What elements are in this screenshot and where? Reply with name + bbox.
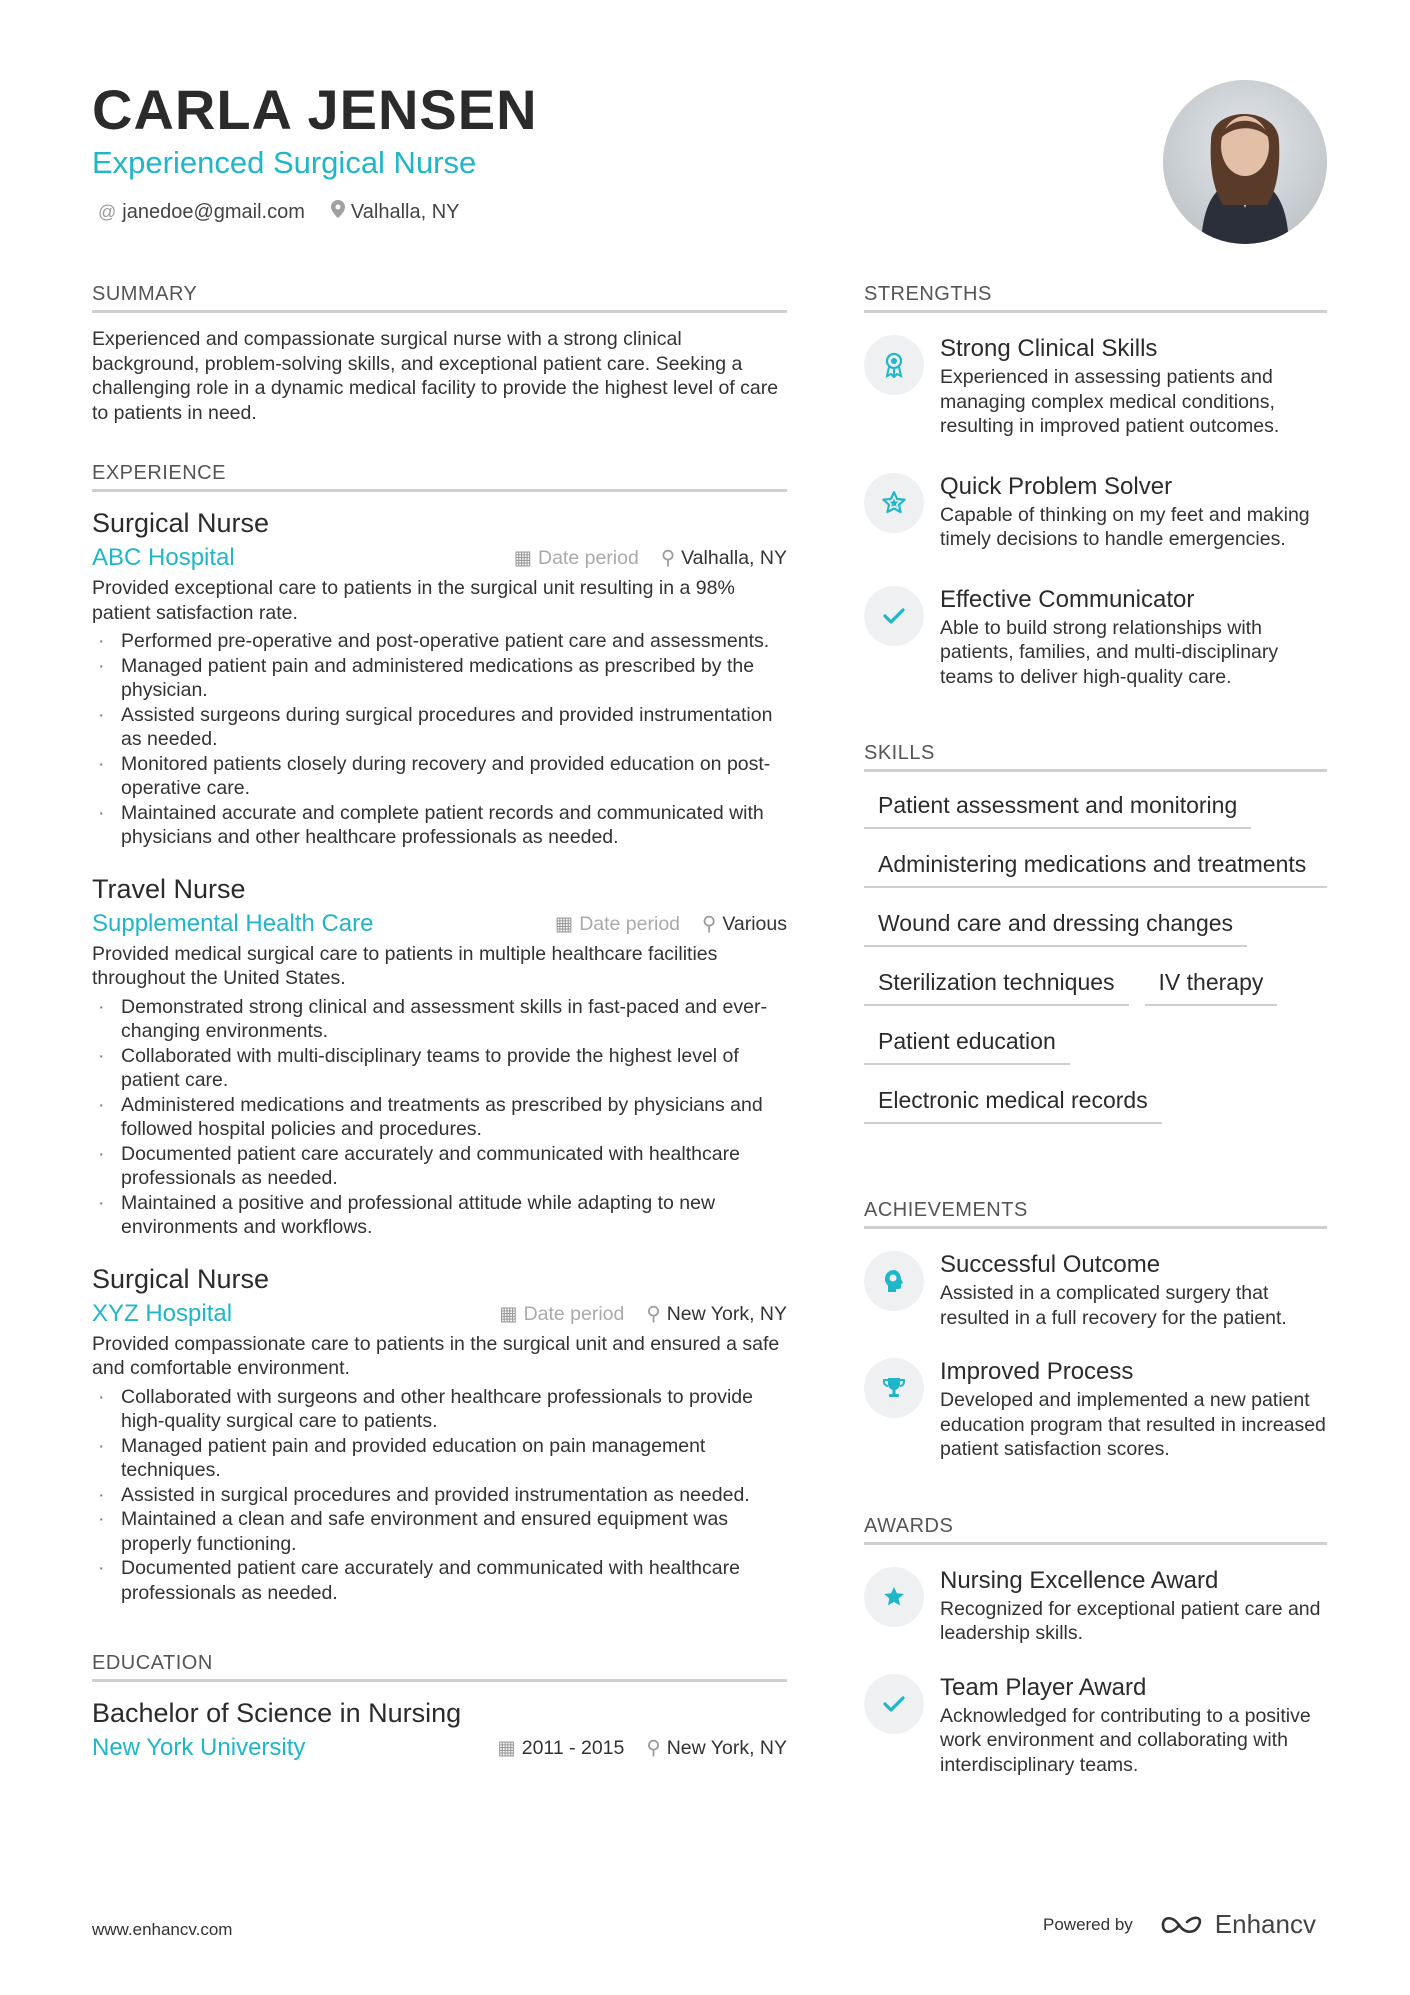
award-title: Nursing Excellence Award (940, 1566, 1219, 1594)
bullet-item: · Collaborated with multi-disciplinary teams to provide the highest level of patient care. (92, 1044, 787, 1093)
education-location: New York, NY (666, 1737, 787, 1759)
job-date: Date period (579, 912, 681, 935)
education-date: 2011 - 2015 (521, 1737, 625, 1759)
bullet-item: · Assisted surgeons during surgical procedures and provided instrumentation as needed. (92, 703, 787, 752)
job-date: Date period (538, 547, 639, 569)
strength-desc: Experienced in assessing patients and managing complex medical conditions, resulting in improved patient outcomes. (940, 366, 1280, 437)
map-pin-icon (331, 198, 345, 226)
job-title: Travel Nurse (92, 873, 246, 904)
footer-website[interactable]: www.enhancv.com (92, 1920, 233, 1939)
strength-item (864, 584, 1327, 690)
skills-list (864, 786, 1327, 1124)
job-title: Surgical Nurse (92, 1263, 270, 1294)
skill-tag: IV therapy (1145, 963, 1278, 1006)
bullet-item: · Performed pre-operative and post-operative patient care and assessments. (92, 629, 787, 654)
left-column (92, 280, 787, 1766)
brand-name: Enhancv (1214, 1909, 1316, 1939)
strength-title: Strong Clinical Skills (940, 335, 1158, 362)
calendar-icon: ▦ (554, 912, 574, 935)
job-description: Provided exceptional care to patients in the surgical unit resulting in a 98% patient satisfaction rate. (92, 577, 735, 624)
award-title: Team Player Award (940, 1673, 1147, 1701)
enhancv-logo-icon (1159, 1912, 1205, 1938)
job-date: Date period (523, 1302, 625, 1325)
star-outline-icon (864, 473, 924, 533)
email-text: janedoe@gmail.com (122, 201, 305, 223)
map-pin-icon: ⚲ (660, 547, 676, 569)
candidate-title: Experienced Surgical Nurse (92, 145, 477, 180)
award-item (864, 1672, 1327, 1778)
job-bullets (92, 629, 787, 850)
job-bullets (92, 1385, 787, 1606)
skill-tag: Patient assessment and monitoring (864, 786, 1251, 829)
strength-item (864, 333, 1327, 439)
award-desc: Acknowledged for contributing to a positive work environment and collaborating with interdisciplinary teams. (940, 1704, 1311, 1776)
bullet-item: · Documented patient care accurately and communicated with healthcare professionals as needed. (92, 1142, 787, 1191)
achievement-title: Improved Process (940, 1358, 1134, 1385)
footer-branding (1043, 1909, 1316, 1940)
email-item[interactable] (98, 198, 305, 226)
achievement-desc: Assisted in a complicated surgery that resulted in a full recovery for the patient. (940, 1282, 1287, 1329)
skill-tag: Electronic medical records (864, 1081, 1162, 1124)
calendar-icon: ▦ (497, 1737, 516, 1759)
powered-by-label: Powered by (1043, 1914, 1133, 1934)
education-entry (92, 1696, 787, 1766)
bullet-item: · Collaborated with surgeons and other healthcare professionals to provide high-quality surgical care to patients. (92, 1385, 787, 1434)
bullet-item: · Administered medications and treatments as prescribed by physicians and followed hospital policies and procedures. (92, 1093, 787, 1142)
star-icon (864, 1567, 924, 1627)
job-meta (514, 546, 787, 570)
job-entry (92, 872, 787, 1240)
calendar-icon: ▦ (513, 547, 532, 569)
check-icon (864, 586, 924, 646)
job-location: Valhalla, NY (681, 547, 787, 569)
company-name[interactable]: ABC Hospital (92, 544, 235, 571)
summary-text: Experienced and compassionate surgical nurse with a strong clinical background, problem-solving skills, and exceptional patient care. Seeking a challenging role in a dynamic medical facility to provide the highest level of care to patients in need. (92, 328, 779, 424)
summary-heading: SUMMARY (92, 280, 787, 313)
strength-desc: Capable of thinking on my feet and making timely decisions to handle emergencies. (940, 503, 1310, 550)
location-item (331, 198, 460, 226)
awards-heading: AWARDS (864, 1512, 1327, 1545)
calendar-icon: ▦ (499, 1302, 518, 1325)
bullet-item: · Assisted in surgical procedures and provided instrumentation as needed. (92, 1483, 787, 1508)
degree-title: Bachelor of Science in Nursing (92, 1698, 462, 1728)
education-meta-row (92, 1730, 787, 1766)
strength-item (864, 471, 1327, 552)
achievement-title: Successful Outcome (940, 1251, 1161, 1278)
education-meta (497, 1736, 787, 1760)
achievements-list (864, 1249, 1327, 1462)
check-icon (864, 1674, 924, 1734)
job-description: Provided medical surgical care to patients in multiple healthcare facilities throughout the United States. (92, 942, 718, 989)
bullet-item: · Documented patient care accurately and communicated with healthcare professionals as needed. (92, 1556, 787, 1605)
bullet-item: · Maintained accurate and complete patient records and communicated with physicians and other healthcare professionals as needed. (92, 801, 787, 850)
job-bullets (92, 995, 787, 1240)
bullet-item: · Managed patient pain and provided education on pain management techniques. (92, 1434, 787, 1483)
enhancv-logo[interactable] (1159, 1909, 1316, 1940)
strengths-heading: STRENGTHS (864, 280, 1327, 313)
profile-photo (1163, 80, 1327, 244)
job-description: Provided compassionate care to patients in the surgical unit and ensured a safe and comfortable environment. (92, 1332, 780, 1379)
strength-title: Quick Problem Solver (940, 472, 1173, 500)
bullet-item: · Maintained a clean and safe environment and ensured equipment was properly functioning. (92, 1507, 787, 1556)
achievement-item (864, 1249, 1327, 1330)
map-pin-icon: ⚲ (646, 1737, 661, 1759)
job-entry (92, 506, 787, 850)
skill-tag: Sterilization techniques (864, 963, 1129, 1006)
strength-desc: Able to build strong relationships with patients, families, and multi-disciplinary teams to deliver high-quality care. (940, 616, 1279, 688)
job-meta (555, 912, 787, 936)
map-pin-icon: ⚲ (646, 1302, 661, 1325)
award-desc: Recognized for exceptional patient care and leadership skills. (940, 1597, 1321, 1644)
school-name[interactable]: New York University (92, 1734, 306, 1761)
achievements-heading: ACHIEVEMENTS (864, 1196, 1327, 1229)
candidate-name: CARLA JENSEN (92, 78, 538, 141)
head-brain-icon (864, 1251, 924, 1311)
job-location: New York, NY (666, 1302, 787, 1325)
awards-list (864, 1565, 1327, 1778)
location-text: Valhalla, NY (350, 201, 460, 223)
job-meta (499, 1302, 787, 1326)
bullet-item: · Monitored patients closely during recovery and provided education on post-operative care. (92, 752, 787, 801)
education-heading: EDUCATION (92, 1649, 787, 1682)
experience-heading: EXPERIENCE (92, 459, 787, 492)
bullet-item: · Managed patient pain and administered medications as prescribed by the physician. (92, 654, 787, 703)
contact-info (98, 198, 459, 226)
award-item (864, 1565, 1327, 1646)
skill-tag: Administering medications and treatments (864, 845, 1327, 888)
strengths-list (864, 333, 1327, 689)
bullet-item: · Demonstrated strong clinical and assessment skills in fast-paced and ever-changing environments. (92, 995, 787, 1044)
job-meta-row (92, 906, 787, 942)
achievement-item (864, 1356, 1327, 1462)
trophy-icon (864, 1358, 924, 1418)
bullet-item: · Maintained a positive and professional attitude while adapting to new environments and workflows. (92, 1191, 787, 1240)
job-title: Surgical Nurse (92, 508, 270, 538)
company-name[interactable]: Supplemental Health Care (92, 909, 374, 937)
skill-tag: Wound care and dressing changes (864, 904, 1247, 947)
at-sign-icon: @ (98, 202, 117, 222)
company-name[interactable]: XYZ Hospital (92, 1299, 233, 1327)
right-column (864, 280, 1327, 1777)
award-ribbon-icon (864, 335, 924, 395)
job-meta-row (92, 1296, 787, 1332)
skills-heading: SKILLS (864, 739, 1327, 772)
job-location: Various (722, 912, 787, 935)
achievement-desc: Developed and implemented a new patient education program that resulted in increased patient satisfaction scores. (940, 1389, 1326, 1460)
skill-tag: Patient education (864, 1022, 1070, 1065)
map-pin-icon: ⚲ (702, 912, 717, 935)
job-entry (92, 1262, 787, 1606)
strength-title: Effective Communicator (940, 585, 1195, 613)
job-meta-row (92, 540, 787, 576)
